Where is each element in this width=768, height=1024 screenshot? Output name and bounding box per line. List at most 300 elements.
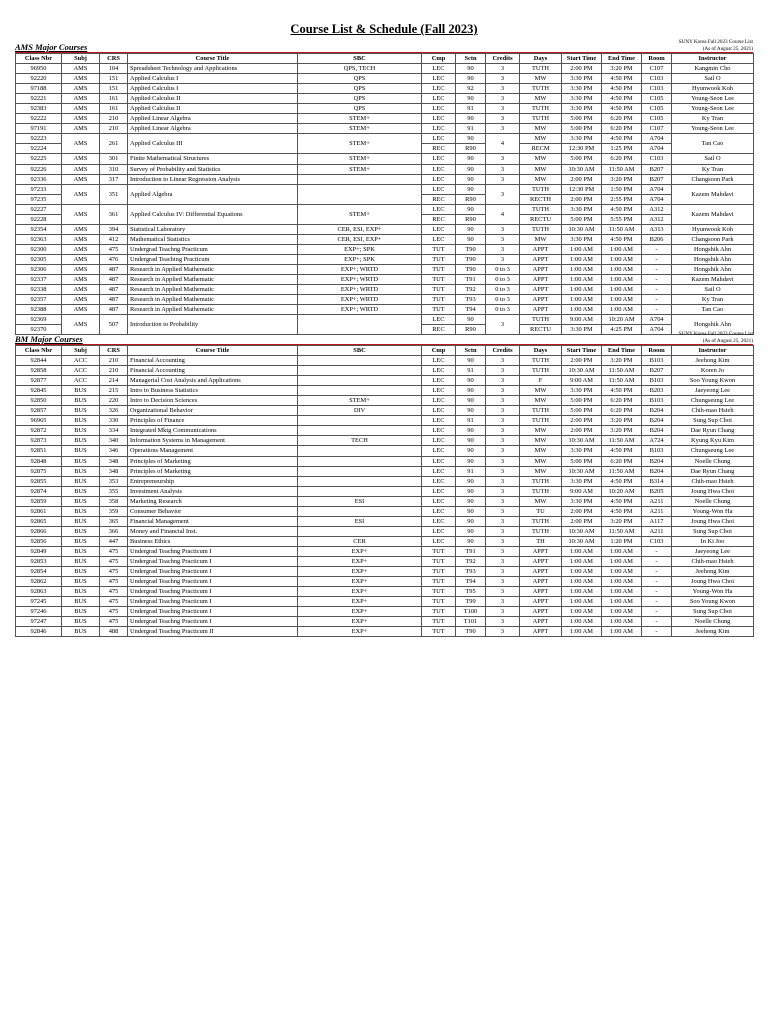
table-cell: Joung Hwa Choi bbox=[672, 486, 754, 496]
table-cell: B103 bbox=[642, 356, 672, 366]
column-header: Days bbox=[520, 54, 562, 64]
table-cell: 487 bbox=[100, 305, 128, 315]
table-cell: Undergrad Teachng Practicum I bbox=[128, 556, 298, 566]
table-cell: Kazem Mahdavi bbox=[672, 204, 754, 224]
table-cell: 92388 bbox=[16, 305, 62, 315]
table-cell: Jeehong Kim bbox=[672, 567, 754, 577]
table-cell: 1:00 AM bbox=[602, 295, 642, 305]
table-cell: 3:30 PM bbox=[562, 476, 602, 486]
column-header: Class Nbr bbox=[16, 346, 62, 356]
table-cell: Chih-mao Hsieh bbox=[672, 406, 754, 416]
table-cell: Principles of Marketing bbox=[128, 466, 298, 476]
table-cell: - bbox=[642, 244, 672, 254]
table-cell: T94 bbox=[456, 577, 486, 587]
table-cell: 90 bbox=[456, 64, 486, 74]
table-cell: Research in Applied Mathematic bbox=[128, 285, 298, 295]
table-cell: 475 bbox=[100, 587, 128, 597]
table-cell: 3 bbox=[486, 546, 520, 556]
table-cell: MW bbox=[520, 436, 562, 446]
table-cell: 4:50 PM bbox=[602, 94, 642, 104]
table-cell: 92363 bbox=[16, 234, 62, 244]
table-cell: A313 bbox=[642, 224, 672, 234]
table-cell: RECTU bbox=[520, 214, 562, 224]
table-cell: EXP+; WRTD bbox=[298, 305, 422, 315]
table-cell: AMS bbox=[62, 174, 100, 184]
table-cell: BUS bbox=[62, 526, 100, 536]
table-cell: 214 bbox=[100, 376, 128, 386]
table-cell: STEM+ bbox=[298, 164, 422, 174]
table-cell: BUS bbox=[62, 446, 100, 456]
table-cell: Kangmin Cho bbox=[672, 64, 754, 74]
table-cell: 210 bbox=[100, 366, 128, 376]
table-row bbox=[16, 94, 754, 104]
table-cell: STEM+ bbox=[298, 154, 422, 164]
table-cell: 1:00 AM bbox=[602, 587, 642, 597]
table-cell: A724 bbox=[642, 436, 672, 446]
table-row bbox=[16, 567, 754, 577]
table-row bbox=[16, 254, 754, 264]
table-cell: Managerial Cost Analysis and Applications bbox=[128, 376, 298, 386]
table-cell: 3:30 PM bbox=[562, 325, 602, 335]
table-cell: Applied Calculus II bbox=[128, 104, 298, 114]
table-cell: 1:00 AM bbox=[602, 275, 642, 285]
table-cell: 3 bbox=[486, 536, 520, 546]
table-cell: 1:00 AM bbox=[602, 285, 642, 295]
table-cell: LEC bbox=[422, 164, 456, 174]
table-row bbox=[16, 456, 754, 466]
table-cell: AMS bbox=[62, 275, 100, 285]
table-cell: 90 bbox=[456, 204, 486, 214]
table-cell: TUTH bbox=[520, 486, 562, 496]
table-cell: BUS bbox=[62, 386, 100, 396]
table-cell: 4:50 PM bbox=[602, 234, 642, 244]
table-cell: 5:00 PM bbox=[562, 114, 602, 124]
bm-section-header bbox=[15, 330, 753, 344]
table-cell: Undergrad Teachng Practicum I bbox=[128, 607, 298, 617]
table-row bbox=[16, 366, 754, 376]
table-cell: 3:20 PM bbox=[602, 64, 642, 74]
table-cell: CER, ESI, EXP+ bbox=[298, 234, 422, 244]
table-cell: TUT bbox=[422, 597, 456, 607]
table-cell: 394 bbox=[100, 224, 128, 234]
table-cell: Finite Mathematical Structures bbox=[128, 154, 298, 164]
table-cell: Jaeyeong Lee bbox=[672, 546, 754, 556]
table-cell: 3 bbox=[486, 164, 520, 174]
table-cell: 3 bbox=[486, 496, 520, 506]
table-cell: 2:00 PM bbox=[562, 194, 602, 204]
table-cell bbox=[298, 386, 422, 396]
table-cell: 11:50 AM bbox=[602, 164, 642, 174]
table-cell: TUTH bbox=[520, 526, 562, 536]
table-cell: Financial Accounting bbox=[128, 356, 298, 366]
table-row bbox=[16, 396, 754, 406]
table-cell: 4 bbox=[486, 204, 520, 224]
table-cell: Changsoon Park bbox=[672, 234, 754, 244]
column-header: Cmp bbox=[422, 346, 456, 356]
table-cell: Operations Management bbox=[128, 446, 298, 456]
table-cell: RECM bbox=[520, 144, 562, 154]
table-cell: 475 bbox=[100, 244, 128, 254]
note-line: SUNY Korea Fall 2023 Course List bbox=[678, 39, 753, 46]
table-row bbox=[16, 234, 754, 244]
table-cell: 3 bbox=[486, 506, 520, 516]
table-cell: EXP+ bbox=[298, 607, 422, 617]
table-cell: Spreadsheet Technology and Applications bbox=[128, 64, 298, 74]
table-cell: 475 bbox=[100, 607, 128, 617]
table-cell: 3 bbox=[486, 577, 520, 587]
table-cell: 3 bbox=[486, 224, 520, 234]
table-cell: 3 bbox=[486, 426, 520, 436]
table-cell: AMS bbox=[62, 305, 100, 315]
table-row bbox=[16, 416, 754, 426]
table-cell: 3:30 PM bbox=[562, 204, 602, 214]
table-cell: 4:50 PM bbox=[602, 506, 642, 516]
table-cell: 97247 bbox=[16, 617, 62, 627]
table-cell: Dae Ryun Chang bbox=[672, 466, 754, 476]
table-row bbox=[16, 476, 754, 486]
table-cell: 92354 bbox=[16, 224, 62, 234]
table-cell: REC bbox=[422, 194, 456, 204]
table-cell: LEC bbox=[422, 94, 456, 104]
table-cell: 92851 bbox=[16, 446, 62, 456]
table-cell: R90 bbox=[456, 194, 486, 204]
table-cell: 3 bbox=[486, 416, 520, 426]
table-cell: TUTH bbox=[520, 315, 562, 325]
table-cell: AMS bbox=[62, 124, 100, 134]
table-cell: 4:50 PM bbox=[602, 446, 642, 456]
table-cell: 91 bbox=[456, 466, 486, 476]
table-cell: 92846 bbox=[16, 627, 62, 637]
table-cell: 90 bbox=[456, 234, 486, 244]
table-cell: ACC bbox=[62, 366, 100, 376]
table-cell: BUS bbox=[62, 506, 100, 516]
table-cell: Organizational Behavior bbox=[128, 406, 298, 416]
table-cell: BUS bbox=[62, 436, 100, 446]
table-cell: 92853 bbox=[16, 556, 62, 566]
table-row bbox=[16, 285, 754, 295]
table-row bbox=[16, 264, 754, 274]
table-cell: EXP+; WRTD bbox=[298, 295, 422, 305]
table-cell: APPT bbox=[520, 567, 562, 577]
table-cell: T90 bbox=[456, 254, 486, 264]
table-row bbox=[16, 376, 754, 386]
table-cell: STEM+ bbox=[298, 396, 422, 406]
table-cell: 90 bbox=[456, 114, 486, 124]
table-cell: Survey of Probability and Statistics bbox=[128, 164, 298, 174]
table-cell: T94 bbox=[456, 305, 486, 315]
table-row bbox=[16, 305, 754, 315]
table-cell: TECH bbox=[298, 436, 422, 446]
table-cell: REC bbox=[422, 325, 456, 335]
table-cell: 0 to 3 bbox=[486, 305, 520, 315]
table-cell: 3:30 PM bbox=[562, 496, 602, 506]
table-cell: - bbox=[642, 275, 672, 285]
table-cell: 1:25 PM bbox=[602, 144, 642, 154]
table-cell: B204 bbox=[642, 426, 672, 436]
table-cell: 4:50 PM bbox=[602, 496, 642, 506]
table-cell: AMS bbox=[62, 285, 100, 295]
table-cell: 92873 bbox=[16, 436, 62, 446]
table-cell: B103 bbox=[642, 376, 672, 386]
table-cell: Noelle Chung bbox=[672, 496, 754, 506]
table-cell: AMS bbox=[62, 295, 100, 305]
table-row bbox=[16, 164, 754, 174]
table-cell: 3:30 PM bbox=[562, 74, 602, 84]
table-cell: Research in Applied Mathematic bbox=[128, 295, 298, 305]
table-cell: C107 bbox=[642, 124, 672, 134]
table-cell: LEC bbox=[422, 356, 456, 366]
table-cell: Sung Sup Choi bbox=[672, 526, 754, 536]
table-cell: LEC bbox=[422, 436, 456, 446]
table-cell: 330 bbox=[100, 416, 128, 426]
table-cell: LEC bbox=[422, 104, 456, 114]
table-cell: MW bbox=[520, 174, 562, 184]
table-cell: 1:00 AM bbox=[602, 546, 642, 556]
table-cell: 310 bbox=[100, 164, 128, 174]
table-cell: 9:00 AM bbox=[562, 315, 602, 325]
table-cell: C103 bbox=[642, 84, 672, 94]
table-cell: 1:00 AM bbox=[602, 305, 642, 315]
table-cell: APPT bbox=[520, 244, 562, 254]
table-cell: BUS bbox=[62, 466, 100, 476]
table-cell: 161 bbox=[100, 104, 128, 114]
table-cell bbox=[298, 476, 422, 486]
table-cell: 5:00 PM bbox=[562, 214, 602, 224]
table-row bbox=[16, 174, 754, 184]
table-cell: TUT bbox=[422, 285, 456, 295]
table-cell: 1:00 AM bbox=[602, 244, 642, 254]
table-cell: 348 bbox=[100, 466, 128, 476]
table-cell: LEC bbox=[422, 416, 456, 426]
column-header: Instructor bbox=[672, 346, 754, 356]
table-cell: TUTH bbox=[520, 204, 562, 214]
table-cell: BUS bbox=[62, 607, 100, 617]
table-cell: TUT bbox=[422, 295, 456, 305]
table-cell: 487 bbox=[100, 295, 128, 305]
table-row bbox=[16, 526, 754, 536]
table-cell: Research in Applied Mathematic bbox=[128, 264, 298, 274]
table-cell: 1:00 AM bbox=[602, 597, 642, 607]
table-cell: MW bbox=[520, 496, 562, 506]
table-cell: 4:50 PM bbox=[602, 84, 642, 94]
table-cell: 1:00 AM bbox=[562, 546, 602, 556]
table-cell: Intro to Business Statistics bbox=[128, 386, 298, 396]
table-cell: MW bbox=[520, 234, 562, 244]
table-cell: R90 bbox=[456, 144, 486, 154]
table-cell: 92857 bbox=[16, 406, 62, 416]
column-header: Start Time bbox=[562, 346, 602, 356]
column-header: CRS bbox=[100, 54, 128, 64]
note-line: SUNY Korea Fall 2023 Course List bbox=[678, 331, 753, 338]
table-cell: LEC bbox=[422, 466, 456, 476]
table-cell: B207 bbox=[642, 164, 672, 174]
table-cell: AMS bbox=[62, 184, 100, 204]
table-row bbox=[16, 617, 754, 627]
table-cell: 3 bbox=[486, 74, 520, 84]
table-cell: 0 to 3 bbox=[486, 275, 520, 285]
table-cell: 1:00 AM bbox=[602, 607, 642, 617]
table-cell: 2:00 PM bbox=[562, 506, 602, 516]
table-cell: Principles of Marketing bbox=[128, 456, 298, 466]
table-cell: T93 bbox=[456, 567, 486, 577]
table-cell: TUTH bbox=[520, 416, 562, 426]
table-cell: Hongshik Ahn bbox=[672, 264, 754, 274]
table-cell: TUTH bbox=[520, 84, 562, 94]
table-cell: AMS bbox=[62, 224, 100, 234]
table-cell: Young-Won Ha bbox=[672, 587, 754, 597]
table-cell: EXP+ bbox=[298, 627, 422, 637]
table-cell: 92225 bbox=[16, 154, 62, 164]
table-cell: Ky Tran bbox=[672, 295, 754, 305]
table-cell: 475 bbox=[100, 597, 128, 607]
table-row bbox=[16, 556, 754, 566]
table-cell: 353 bbox=[100, 476, 128, 486]
table-cell: 487 bbox=[100, 285, 128, 295]
table-cell: Undergrad Teachng Practicum bbox=[128, 244, 298, 254]
table-cell: AMS bbox=[62, 204, 100, 224]
table-cell: RECTU bbox=[520, 325, 562, 335]
table-cell: TUTH bbox=[520, 114, 562, 124]
table-cell: Research in Applied Mathematic bbox=[128, 275, 298, 285]
table-cell: 10:20 AM bbox=[602, 486, 642, 496]
table-cell: Koren Jo bbox=[672, 366, 754, 376]
table-cell: EXP+ bbox=[298, 617, 422, 627]
table-cell: 261 bbox=[100, 134, 128, 154]
table-cell: BUS bbox=[62, 516, 100, 526]
table-cell bbox=[298, 174, 422, 184]
table-cell: TUTH bbox=[520, 356, 562, 366]
table-row bbox=[16, 577, 754, 587]
table-cell: 97233 bbox=[16, 184, 62, 194]
table-cell: A704 bbox=[642, 134, 672, 144]
table-cell: 10:30 AM bbox=[562, 224, 602, 234]
table-cell: 5:00 PM bbox=[562, 154, 602, 164]
column-header: Credits bbox=[486, 54, 520, 64]
table-cell: 487 bbox=[100, 275, 128, 285]
table-cell: LEC bbox=[422, 134, 456, 144]
table-cell: 1:00 AM bbox=[602, 627, 642, 637]
table-cell: ACC bbox=[62, 356, 100, 366]
table-cell: 10:30 AM bbox=[562, 466, 602, 476]
table-cell: DIV bbox=[298, 406, 422, 416]
table-cell: Undergrad Teachng Practicum I bbox=[128, 597, 298, 607]
table-cell: 90 bbox=[456, 134, 486, 144]
column-header: Course Title bbox=[128, 54, 298, 64]
table-cell: 96965 bbox=[16, 416, 62, 426]
table-cell: TUT bbox=[422, 607, 456, 617]
table-cell: LEC bbox=[422, 74, 456, 84]
table-cell: LEC bbox=[422, 456, 456, 466]
table-cell: 3 bbox=[486, 124, 520, 134]
column-header: Cmp bbox=[422, 54, 456, 64]
table-cell: STEM+ bbox=[298, 134, 422, 154]
table-cell: C103 bbox=[642, 154, 672, 164]
table-cell: C105 bbox=[642, 94, 672, 104]
table-cell: A211 bbox=[642, 526, 672, 536]
table-cell: 92849 bbox=[16, 546, 62, 556]
page-title: Course List & Schedule (Fall 2023) bbox=[290, 22, 478, 36]
table-cell: 97191 bbox=[16, 124, 62, 134]
table-cell bbox=[298, 506, 422, 516]
table-cell: LEC bbox=[422, 124, 456, 134]
table-cell: 11:50 AM bbox=[602, 436, 642, 446]
table-cell: C103 bbox=[642, 74, 672, 84]
table-cell: 476 bbox=[100, 254, 128, 264]
table-cell: 3:20 PM bbox=[602, 516, 642, 526]
table-cell: 3 bbox=[486, 587, 520, 597]
table-cell: 2:00 PM bbox=[562, 64, 602, 74]
table-cell: R90 bbox=[456, 214, 486, 224]
table-cell: Applied Calculus I bbox=[128, 84, 298, 94]
table-cell: 3 bbox=[486, 516, 520, 526]
table-cell: 220 bbox=[100, 396, 128, 406]
table-cell: BUS bbox=[62, 546, 100, 556]
table-cell: B103 bbox=[642, 396, 672, 406]
table-cell: T95 bbox=[456, 587, 486, 597]
table-cell: 3:30 PM bbox=[562, 386, 602, 396]
table-cell: EXP+ bbox=[298, 556, 422, 566]
table-cell: T92 bbox=[456, 556, 486, 566]
table-row bbox=[16, 315, 754, 325]
table-cell: 4:25 PM bbox=[602, 325, 642, 335]
table-cell: - bbox=[642, 264, 672, 274]
table-cell: APPT bbox=[520, 264, 562, 274]
table-cell: 3 bbox=[486, 607, 520, 617]
table-cell: 3 bbox=[486, 244, 520, 254]
table-cell: 2:00 PM bbox=[562, 174, 602, 184]
table-cell: 1:00 AM bbox=[562, 295, 602, 305]
table-cell: LEC bbox=[422, 486, 456, 496]
table-cell: MW bbox=[520, 466, 562, 476]
table-cell bbox=[298, 376, 422, 386]
table-cell bbox=[298, 416, 422, 426]
table-cell: 3:30 PM bbox=[562, 104, 602, 114]
table-cell: 4:50 PM bbox=[602, 104, 642, 114]
table-cell: Noelle Chung bbox=[672, 617, 754, 627]
table-cell: Undergrad Teachng Practicum I bbox=[128, 617, 298, 627]
table-cell: ESI bbox=[298, 496, 422, 506]
table-cell: 340 bbox=[100, 436, 128, 446]
table-cell: BUS bbox=[62, 406, 100, 416]
table-cell: 3 bbox=[486, 366, 520, 376]
table-cell bbox=[298, 446, 422, 456]
table-cell: 0 to 3 bbox=[486, 264, 520, 274]
table-cell: 3 bbox=[486, 64, 520, 74]
table-cell: 2:00 PM bbox=[562, 516, 602, 526]
table-cell: TUT bbox=[422, 275, 456, 285]
table-row bbox=[16, 496, 754, 506]
table-cell: BUS bbox=[62, 396, 100, 406]
table-cell: APPT bbox=[520, 617, 562, 627]
table-cell: 6:20 PM bbox=[602, 396, 642, 406]
table-cell: MW bbox=[520, 446, 562, 456]
table-cell: TUTH bbox=[520, 184, 562, 194]
table-cell: EXP+ bbox=[298, 577, 422, 587]
table-cell: 92369 bbox=[16, 315, 62, 325]
table-row bbox=[16, 406, 754, 416]
table-cell: CER bbox=[298, 536, 422, 546]
table-cell: B203 bbox=[642, 386, 672, 396]
table-cell: Young-Seon Lee bbox=[672, 104, 754, 114]
table-cell: LEC bbox=[422, 315, 456, 325]
table-cell: 1:00 AM bbox=[562, 275, 602, 285]
table-cell: Young-Won Ha bbox=[672, 506, 754, 516]
table-cell: 5:00 PM bbox=[562, 406, 602, 416]
table-row bbox=[16, 114, 754, 124]
table-cell: 3:30 PM bbox=[562, 134, 602, 144]
table-cell: BUS bbox=[62, 567, 100, 577]
table-cell: 97188 bbox=[16, 84, 62, 94]
